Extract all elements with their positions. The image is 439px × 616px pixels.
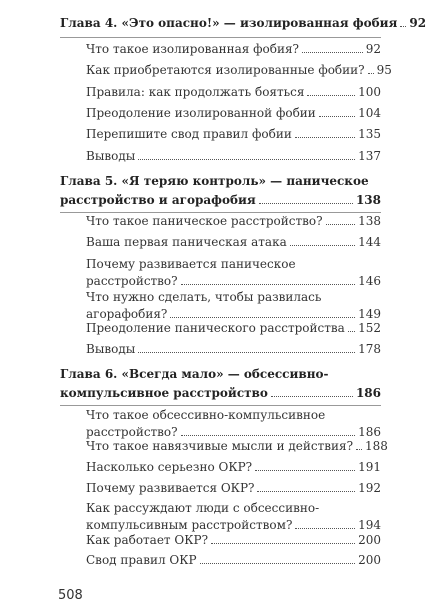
toc-entry bbox=[86, 320, 381, 337]
entry-title-line2: расстройство? bbox=[86, 274, 178, 288]
toc-entry bbox=[86, 289, 381, 323]
dot-leader bbox=[255, 470, 355, 471]
entry-page: 135 bbox=[358, 127, 381, 141]
chapter-4-heading bbox=[60, 14, 427, 33]
entry-title: Выводы bbox=[86, 342, 136, 356]
dot-leader bbox=[356, 449, 362, 450]
chapter-title-line1: Глава 5. «Я теряю контроль» — паническое bbox=[60, 174, 369, 188]
entry-page: 200 bbox=[358, 533, 381, 547]
entry-title: Как работает ОКР? bbox=[86, 533, 209, 547]
toc-entry bbox=[86, 256, 381, 290]
entry-page: 194 bbox=[358, 518, 381, 532]
entry-title: Как приобретаются изолированные фобии? bbox=[86, 63, 365, 77]
entry-title: Правила: как продолжать бояться bbox=[86, 85, 305, 99]
dot-leader bbox=[295, 137, 355, 138]
toc-entry bbox=[86, 459, 381, 476]
entry-page: 152 bbox=[358, 321, 381, 335]
entry-page: 149 bbox=[358, 307, 381, 321]
toc-entry bbox=[86, 126, 381, 143]
chapter-title: Глава 4. «Это опасно!» — изолированная фобия bbox=[60, 16, 398, 30]
toc-entry bbox=[86, 105, 381, 122]
entry-title: Насколько серьезно ОКР? bbox=[86, 460, 253, 474]
entry-title-line1: Что нужно сделать, чтобы развилась bbox=[86, 290, 322, 304]
entry-page: 192 bbox=[358, 481, 381, 495]
chapter-title-line2: компульсивное расстройство bbox=[60, 386, 268, 400]
entry-title: Что такое навязчивые мысли и действия? bbox=[86, 439, 354, 453]
entry-page: 138 bbox=[358, 214, 381, 228]
dot-leader bbox=[290, 245, 355, 246]
dot-leader bbox=[326, 224, 356, 225]
entry-title-line2: расстройство? bbox=[86, 425, 178, 439]
entry-title-line2: агорафобия? bbox=[86, 307, 168, 321]
entry-title: Перепишите свод правил фобии bbox=[86, 127, 292, 141]
entry-title: Выводы bbox=[86, 149, 136, 163]
toc-entry bbox=[86, 532, 381, 549]
entry-page: 146 bbox=[358, 274, 381, 288]
entry-page: 92 bbox=[365, 42, 381, 56]
chapter-divider bbox=[60, 405, 381, 406]
entry-title: Свод правил ОКР bbox=[86, 553, 197, 567]
toc-entry bbox=[86, 148, 381, 165]
chapter-page: 186 bbox=[355, 386, 381, 400]
dot-leader bbox=[138, 352, 355, 353]
toc-entry bbox=[86, 480, 381, 497]
toc-entry bbox=[86, 62, 392, 79]
entry-title-line1: Что такое обсессивно-компульсивное bbox=[86, 408, 326, 422]
dot-leader bbox=[295, 528, 355, 529]
entry-page: 144 bbox=[358, 235, 381, 249]
dot-leader bbox=[257, 491, 355, 492]
entry-title-line1: Как рассуждают люди с обсессивно- bbox=[86, 501, 320, 515]
toc-entry bbox=[86, 500, 381, 534]
entry-page: 137 bbox=[358, 149, 381, 163]
dot-leader bbox=[302, 52, 363, 53]
toc-entry bbox=[86, 213, 381, 230]
entry-title: Ваша первая паническая атака bbox=[86, 235, 287, 249]
dot-leader bbox=[170, 317, 355, 318]
dot-leader bbox=[211, 543, 355, 544]
dot-leader bbox=[138, 159, 355, 160]
entry-title: Что такое изолированная фобия? bbox=[86, 42, 299, 56]
entry-page: 200 bbox=[358, 553, 381, 567]
chapter-page: 138 bbox=[355, 193, 381, 207]
dot-leader bbox=[259, 203, 353, 204]
entry-page: 95 bbox=[376, 63, 392, 77]
toc-entry bbox=[86, 552, 381, 569]
chapter-divider bbox=[60, 37, 381, 38]
entry-title: Преодоление изолированной фобии bbox=[86, 106, 316, 120]
entry-page: 178 bbox=[358, 342, 381, 356]
dot-leader bbox=[400, 26, 406, 27]
chapter-6-heading bbox=[60, 365, 381, 403]
entry-title: Почему развивается ОКР? bbox=[86, 481, 255, 495]
toc-entry bbox=[86, 407, 381, 441]
dot-leader bbox=[348, 331, 355, 332]
entry-page: 191 bbox=[358, 460, 381, 474]
dot-leader bbox=[319, 116, 355, 117]
dot-leader bbox=[271, 396, 353, 397]
dot-leader bbox=[200, 563, 356, 564]
dot-leader bbox=[368, 73, 374, 74]
entry-page: 100 bbox=[358, 85, 381, 99]
dot-leader bbox=[181, 435, 356, 436]
chapter-5-heading bbox=[60, 172, 381, 210]
dot-leader bbox=[181, 284, 356, 285]
toc-entry bbox=[86, 438, 388, 455]
entry-title-line2: компульсивным расстройством? bbox=[86, 518, 293, 532]
chapter-title-line1: Глава 6. «Всегда мало» — обсессивно- bbox=[60, 367, 329, 381]
entry-title: Что такое паническое расстройство? bbox=[86, 214, 323, 228]
entry-title-line1: Почему развивается паническое bbox=[86, 257, 296, 271]
page-number: 508 bbox=[58, 588, 83, 603]
toc-entry bbox=[86, 84, 381, 101]
toc-entry bbox=[86, 234, 381, 251]
chapter-title-line2: расстройство и агорафобия bbox=[60, 193, 256, 207]
entry-page: 104 bbox=[358, 106, 381, 120]
dot-leader bbox=[307, 95, 355, 96]
entry-title: Преодоление панического расстройства bbox=[86, 321, 345, 335]
toc-entry bbox=[86, 341, 381, 358]
entry-page: 188 bbox=[365, 439, 388, 453]
toc-entry bbox=[86, 41, 381, 58]
entry-page: 186 bbox=[358, 425, 381, 439]
chapter-page: 92 bbox=[409, 16, 427, 30]
